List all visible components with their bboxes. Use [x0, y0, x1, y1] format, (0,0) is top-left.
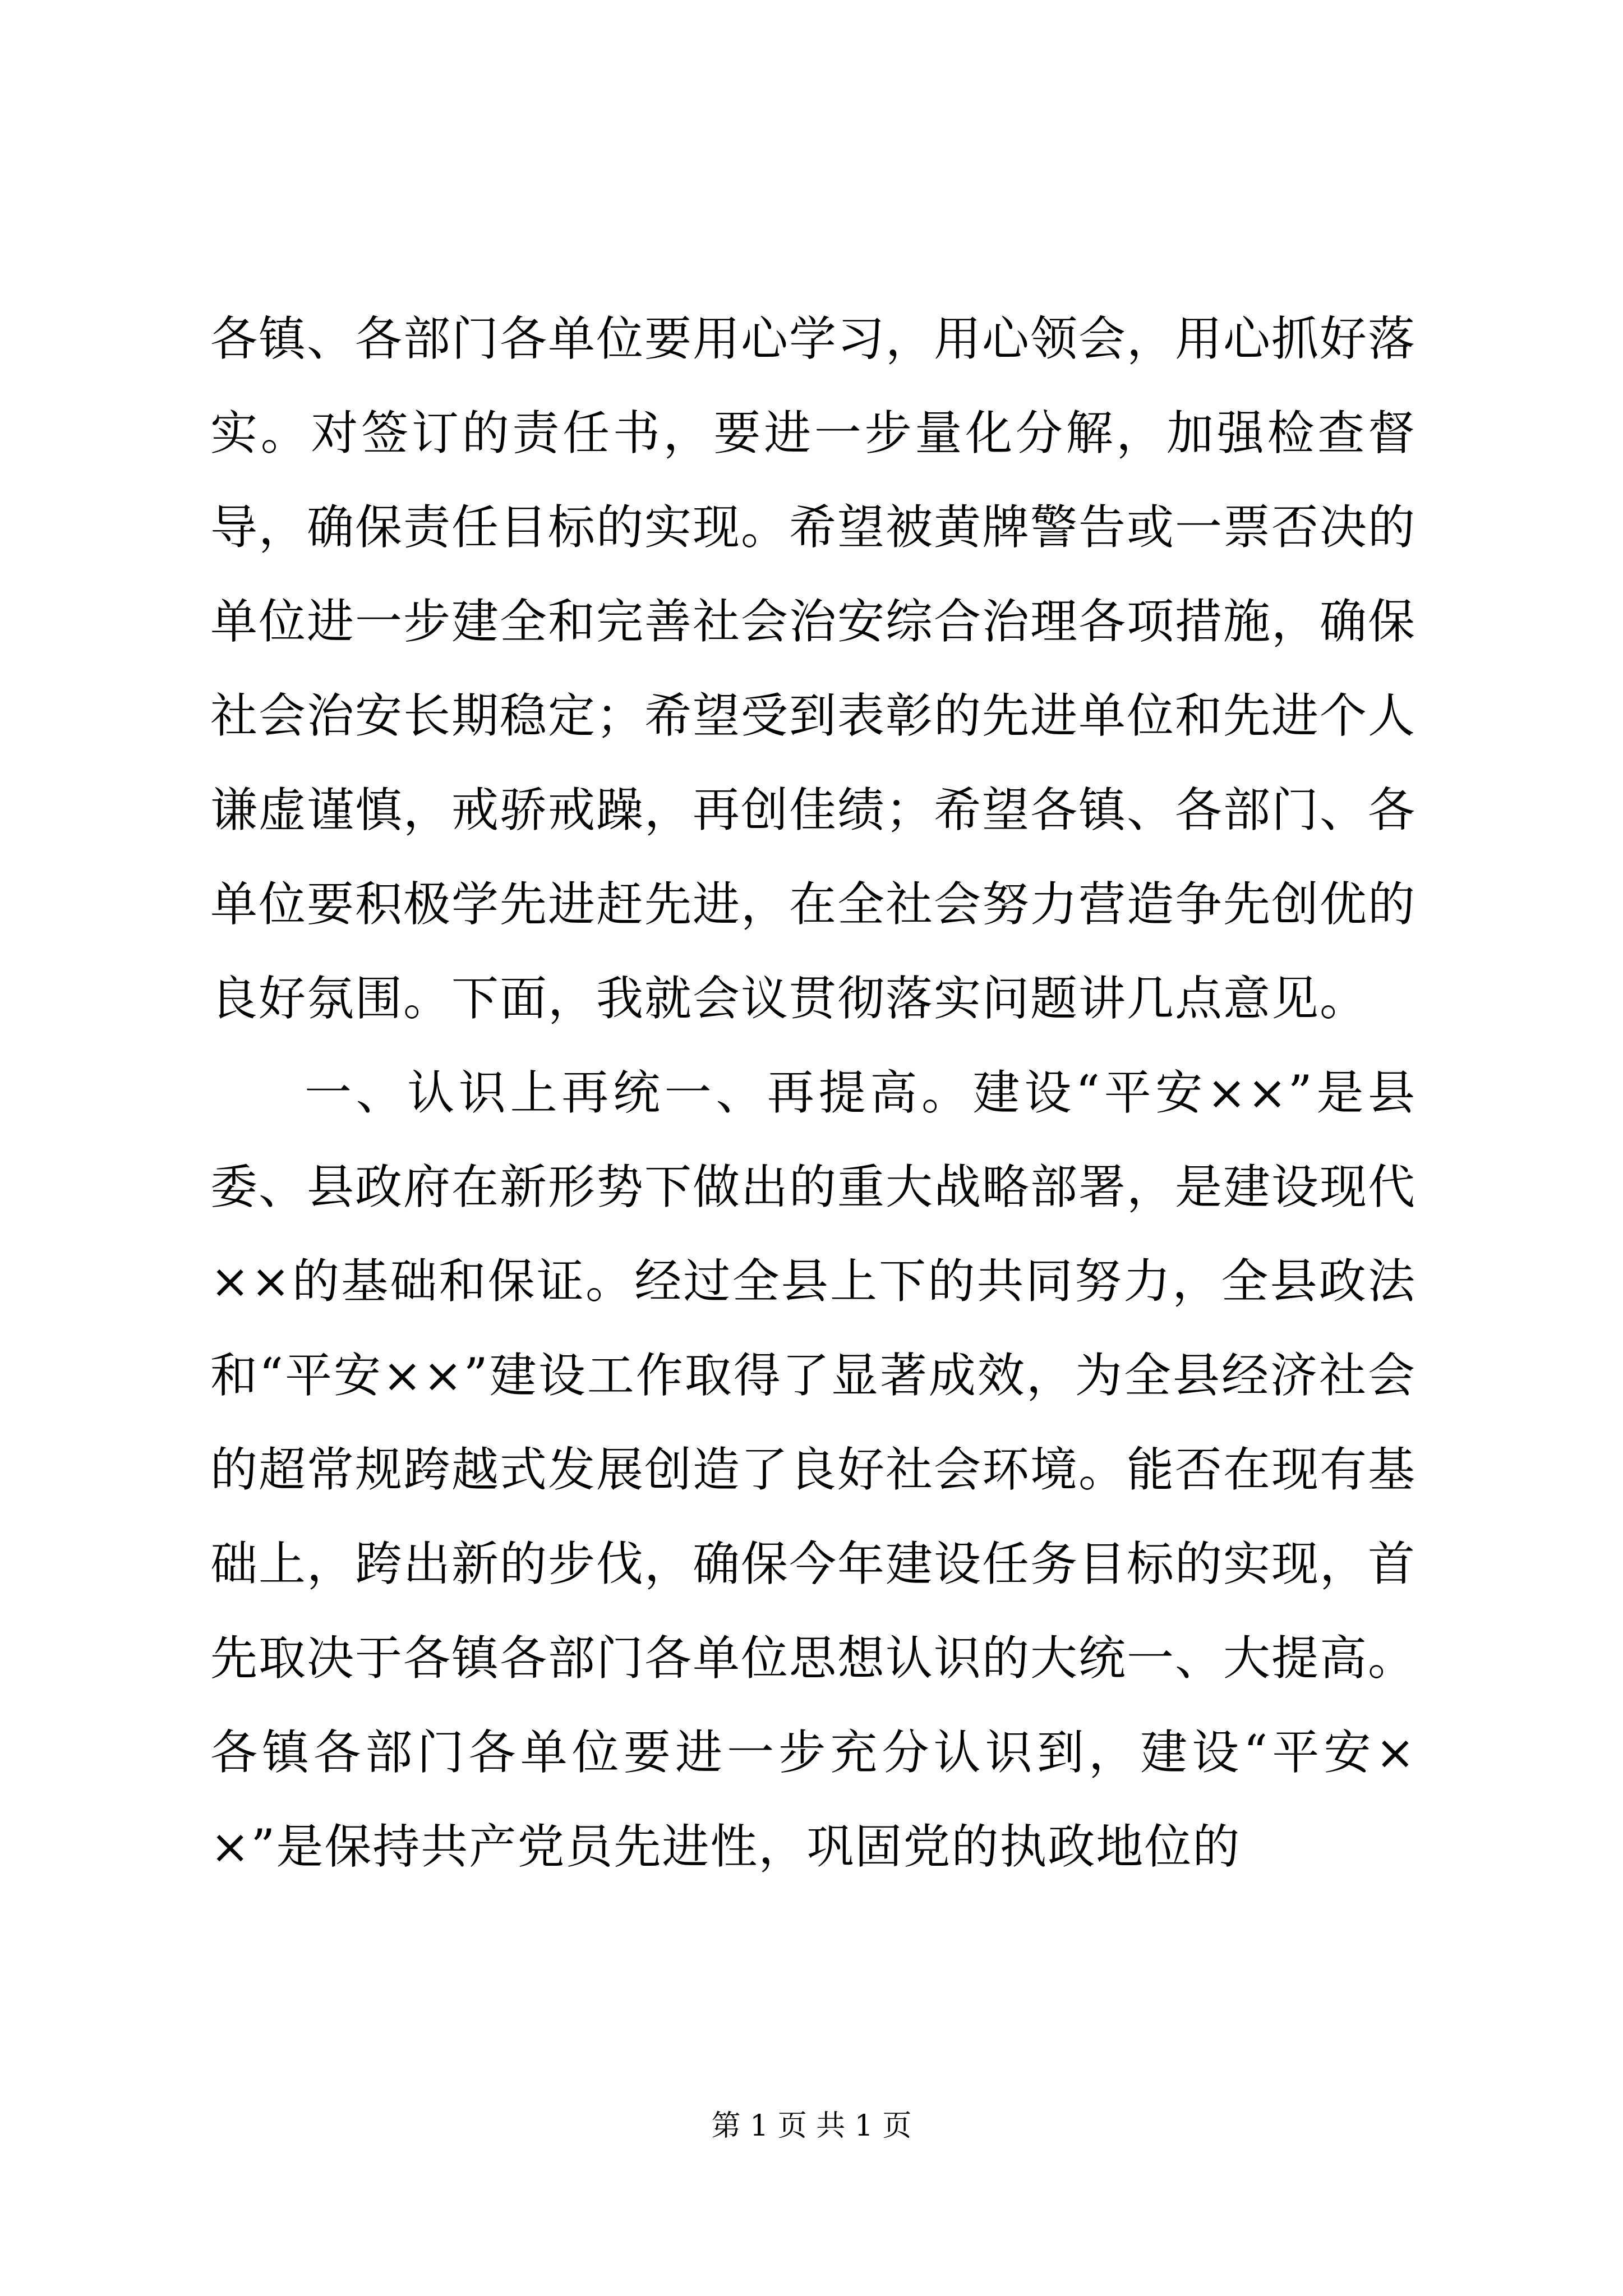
paragraph-2: 一、认识上再统一、再提高。建设“平安××”是县委、县政府在新形势下做出的重大战略部署，是建设现代××的基础和保证。经过全县上下的共同努力，全县政法和“平安××”建设工作取得了显著成效，为全县经济社会的超常规跨越式发展创造了良好社会环境。能否在现有基础上，跨出新的步伐，确保今年建设任务目标的实现，首先取决于各镇各部门各单位思想认识的大统一、大提高。各镇各部门各单位要进一步充分认识到，建设“平安××”是保持共产党员先进性，巩固党的执政地位的 [210, 1065, 1417, 1874]
document-body [210, 292, 1416, 1894]
page-footer: 第 1 页 共 1 页 [711, 2109, 912, 2143]
paragraph-1: 各镇、各部门各单位要用心学习，用心领会，用心抓好落实。对签订的责任书，要进一步量化分解，加强检查督导，确保责任目标的实现。希望被黄牌警告或一票否决的单位进一步建全和完善社会治安综合治理各项措施，确保社会治安长期稳定；希望受到表彰的先进单位和先进个人谦虚谨慎，戒骄戒躁，再创佳绩；希望各镇、各部门、各单位要积极学先进赶先进，在全社会努力营造争先创优的良好氛围。下面，我就会议贯彻落实问题讲几点意见。 [210, 311, 1417, 1026]
